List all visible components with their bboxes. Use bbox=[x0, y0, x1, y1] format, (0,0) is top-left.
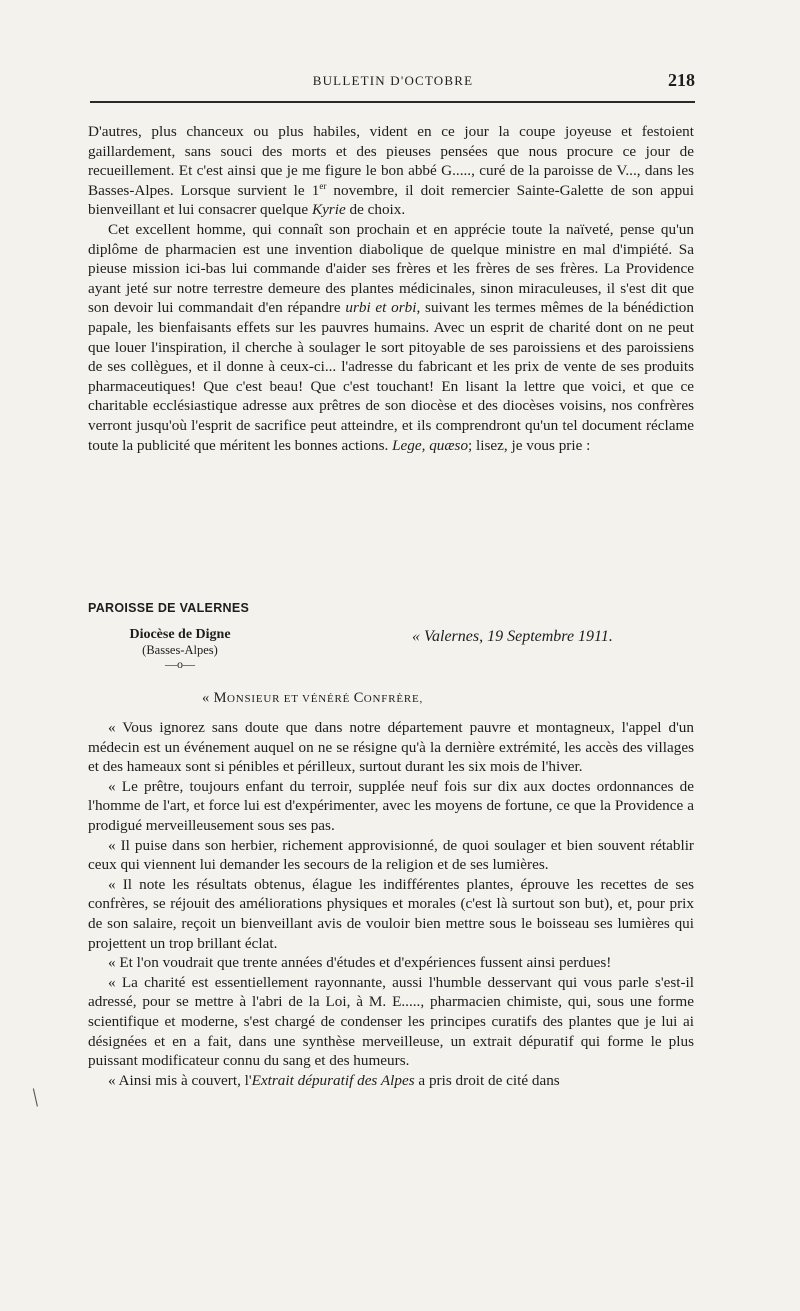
small-caps-run: ONFRÈRE, bbox=[363, 693, 424, 705]
pencil-mark: ╱ bbox=[28, 1090, 45, 1107]
letter-paragraph: « Vous ignorez sans doute que dans notre département pauvre et montagneux, l'appel d'un médecin est un événement auquel on ne se résigne qu'à la dernière extrémité, les accès des villages et des hameaux sont si pénibles et périlleux, surtout durant les six mois de l'hiver. bbox=[88, 719, 694, 776]
letter-paragraph: « Il puise dans son herbier, richement approvisionné, de quoi soulager et bien souvent rétablir ceux qui viennent lui demander les secours de la religion et de ses lumières. bbox=[88, 836, 694, 874]
parish-heading: PAROISSE DE VALERNES bbox=[88, 601, 250, 615]
header-rule bbox=[90, 101, 695, 103]
text-run: , suivant les termes mêmes de la bénédiction papale, les bienfaisants effets sur les pauvres humains. Avec un esprit de charité dont on ne peut que louer l'inspiration, il cherche à soulager le sort pitoyable de ses paroissiens et des paroissiens de ses collègues, et il donne à ceux-ci... l'adresse du fabricant et les prix de vente de ses produits pharmaceutiques! Que c'est beau! Que c'est touchant! En lisant la lettre que voici, et que ce charitable ecclésiastique adresse aux prêtres de son diocèse et des diocèses voisins, nos confrères verront jusqu'où l'esprit de sacrifice peut atteindre, et ils comprendront qu'un tel document réclame toute la publicité que méritent les bonnes actions. bbox=[88, 299, 694, 454]
diocese-block bbox=[120, 627, 240, 672]
italic-run: Kyrie bbox=[311, 201, 346, 219]
page-number: 218 bbox=[668, 70, 695, 90]
text-run: « M bbox=[202, 690, 227, 706]
superscript: er bbox=[319, 180, 327, 191]
italic-run: urbi et orbi bbox=[345, 299, 417, 317]
intro-paragraph-1 bbox=[88, 122, 694, 220]
letter-paragraph: « Le prêtre, toujours enfant du terroir, supplée neuf fois sur dix aux doctes ordonnances de l'homme de l'art, et force lui est d'expérimenter, avec les moyens de fortune, ce que la Providence a prodigué merveilleusement sous ses pas. bbox=[88, 777, 694, 834]
intro-text bbox=[88, 122, 694, 455]
text-run: ; lisez, je vous prie : bbox=[468, 436, 591, 454]
small-caps-run: ONSIEUR ET VÉNÉRÉ bbox=[226, 693, 354, 705]
text-run: Cet excellent homme, qui connaît son prochain et en apprécie toute la naïveté, pense qu'un diplôme de pharmacien est une invention diabolique de quelque ministre en mal d'impiété. Sa pieuse mission ici-bas lui commande d'aider ses frères et les frères de ses frères. La Providence ayant jeté sur notre terrestre demeure des plantes médicinales, sinon miraculeuses, il s'est dit que son devoir lui commandait d'en répandre bbox=[88, 220, 694, 317]
text-run: C bbox=[353, 690, 364, 706]
letter-paragraph: « Et l'on voudrait que trente années d'études et d'expériences fussent ainsi perdues! bbox=[108, 954, 612, 972]
diocese-name: Diocèse de Digne bbox=[129, 627, 231, 642]
text-run: « Ainsi mis à couvert, l' bbox=[108, 1071, 252, 1089]
diocese-ornament: —o— bbox=[165, 657, 195, 671]
running-header: BULLETIN D'OCTOBRE bbox=[312, 73, 474, 88]
letter-paragraph: « Il note les résultats obtenus, élague les indifférentes plantes, éprouve les recettes de ses confrères, se réjouit des améliorations physiques et morales (c'est là surtout son but), et, pour prix de son salaire, reçoit un bienveillant avis de vouloir bien mettre sous le boisseau ses lumières qui projettent un trop brillant éclat. bbox=[88, 875, 694, 952]
text-run: D'autres, plus chanceux ou plus habiles, vident en ce jour la coupe joyeuse et festoient gaillardement, sans souci des morts et des pieuses pensées que nous procure ce jour de recueillement. Et c'est ainsi que je me figure le bon abbé G....., curé de la paroisse de V..., dans les Basses-Alpes. Lorsque survient le 1 bbox=[88, 123, 694, 199]
text-run: de choix. bbox=[345, 201, 406, 219]
letter-paragraph: « La charité est essentiellement rayonnante, aussi l'humble desservant qui vous parle s'est-il adressé, pour se mettre à l'abri de la Loi, à M. E....., pharmacien chimiste, qui, sous une forme scientifique et moderne, s'est chargé de condenser les principes curatifs des plantes que je lui ai désignées et en a fait, dans une synthèse merveilleuse, un extrait dépuratif qui forme le plus puissant modificateur connu du sang et des humeurs. bbox=[88, 973, 694, 1070]
diocese-region: (Basses-Alpes) bbox=[142, 643, 218, 657]
text-run: novembre, il doit remercier Sainte-Galette de son appui bienveillant et lui consacrer quelque bbox=[88, 181, 694, 219]
letter-dateline: « Valernes, 19 Septembre 1911. bbox=[412, 628, 613, 645]
italic-run: Lege, quæso bbox=[392, 436, 469, 454]
italic-run: Extrait dépuratif des Alpes bbox=[251, 1071, 415, 1089]
intro-paragraph-2 bbox=[88, 220, 694, 455]
letter-paragraph-last bbox=[88, 1071, 694, 1091]
text-run: a pris droit de cité dans bbox=[414, 1071, 560, 1089]
letter-salutation bbox=[202, 690, 423, 707]
letter-body bbox=[88, 718, 694, 1090]
